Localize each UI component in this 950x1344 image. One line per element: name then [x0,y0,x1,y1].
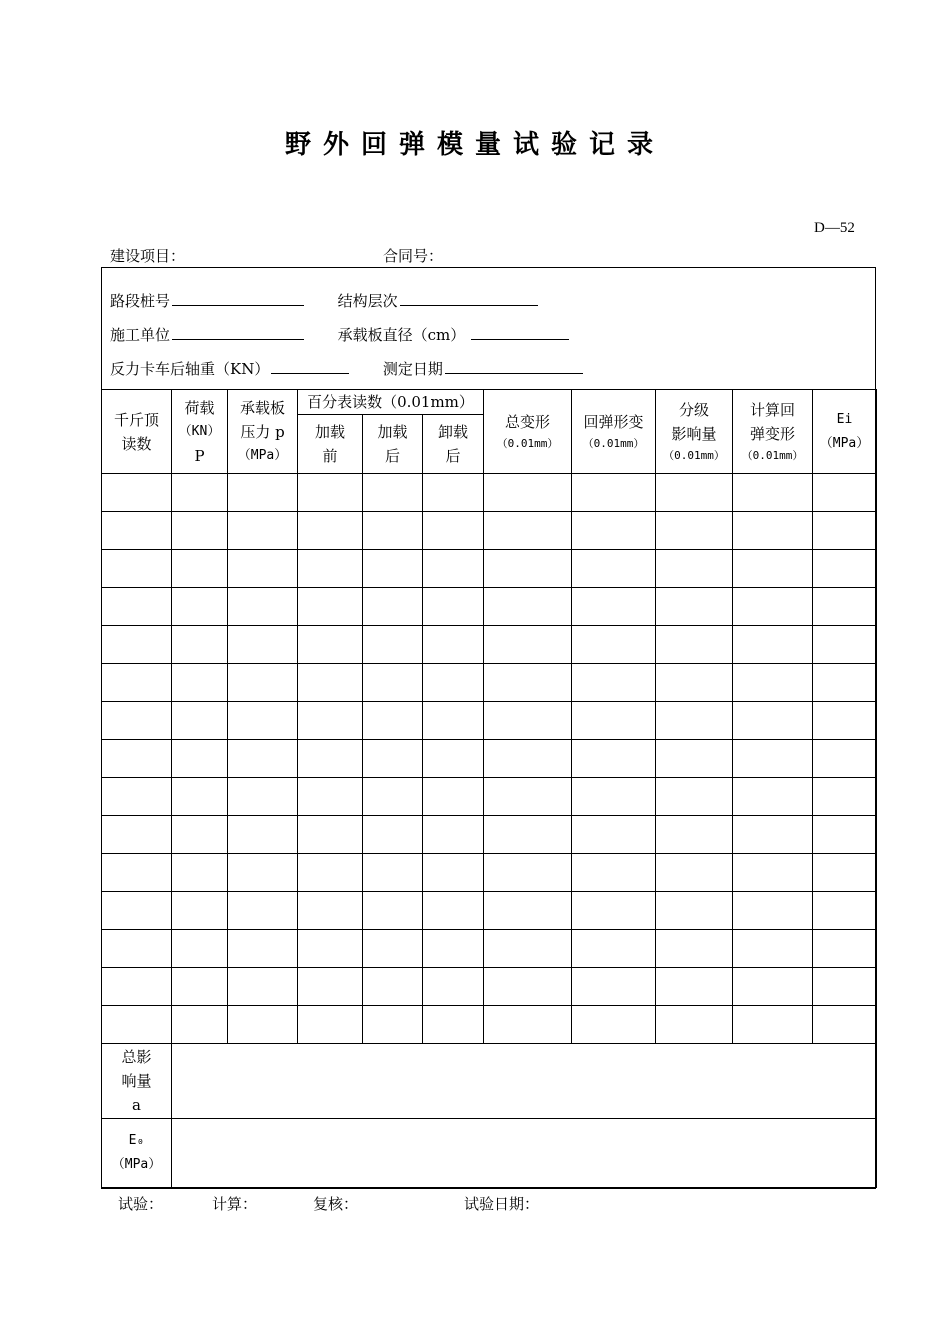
table-cell[interactable] [656,968,733,1006]
table-cell[interactable] [298,664,363,702]
table-cell[interactable] [102,588,172,626]
info-row-1 [110,290,538,311]
table-cell[interactable] [572,854,656,892]
table-cell[interactable] [423,816,484,854]
table-cell[interactable] [484,892,572,930]
table-cell[interactable] [423,702,484,740]
table-cell[interactable] [733,930,813,968]
table-cell[interactable] [228,816,298,854]
table-cell[interactable] [423,740,484,778]
table-cell[interactable] [813,550,877,588]
table-cell[interactable] [102,816,172,854]
table-cell[interactable] [363,854,423,892]
table-cell[interactable] [363,702,423,740]
info-row-3 [110,358,583,379]
table-cell[interactable] [656,512,733,550]
table-cell[interactable] [813,968,877,1006]
table-cell[interactable] [572,778,656,816]
table-cell[interactable] [813,588,877,626]
table-cell[interactable] [572,740,656,778]
footer-calc-label: 计算： [212,1195,258,1213]
table-cell[interactable] [363,816,423,854]
table-row [102,664,877,702]
table-cell[interactable] [423,1006,484,1044]
table-cell[interactable] [733,626,813,664]
record-table [101,389,877,1188]
table-cell[interactable] [172,740,228,778]
header-plate-pressure: 承载板 压力 p （MPa） [228,390,298,474]
table-cell[interactable] [298,588,363,626]
table-cell[interactable] [298,702,363,740]
table-row [102,512,877,550]
layer-label: 结构层次 [337,292,398,310]
table-cell[interactable] [423,778,484,816]
table-cell[interactable] [298,740,363,778]
table-cell[interactable] [172,816,228,854]
table-cell[interactable] [733,512,813,550]
table-cell[interactable] [484,664,572,702]
footer-review-label: 复核： [313,1195,359,1213]
table-cell[interactable] [363,474,423,512]
table-cell[interactable] [733,550,813,588]
table-cell[interactable] [572,588,656,626]
table-cell[interactable] [102,702,172,740]
table-cell[interactable] [298,512,363,550]
table-cell[interactable] [172,474,228,512]
table-cell[interactable] [102,512,172,550]
table-cell[interactable] [423,626,484,664]
table-cell[interactable] [298,550,363,588]
table-cell[interactable] [102,892,172,930]
header-dial-before-load: 加载 前 [298,415,363,474]
project-label: 建设项目： [110,247,186,265]
footer-test-date-label: 试验日期： [464,1195,540,1213]
table-row [102,550,877,588]
table-cell[interactable] [363,664,423,702]
table-cell[interactable] [484,778,572,816]
table-cell[interactable] [733,664,813,702]
table-cell[interactable] [172,664,228,702]
table-cell[interactable] [423,474,484,512]
table-row [102,702,877,740]
table-cell[interactable] [733,778,813,816]
table-cell[interactable] [484,474,572,512]
table-cell[interactable] [172,1006,228,1044]
table-cell[interactable] [572,664,656,702]
table-cell[interactable] [813,854,877,892]
table-cell[interactable] [298,778,363,816]
table-cell[interactable] [733,968,813,1006]
table-cell[interactable] [102,854,172,892]
table-cell[interactable] [656,854,733,892]
table-cell[interactable] [102,1006,172,1044]
table-cell[interactable] [172,854,228,892]
table-cell[interactable] [484,702,572,740]
table-cell[interactable] [423,664,484,702]
table-cell[interactable] [813,702,877,740]
unit-field[interactable] [172,325,304,340]
table-row [102,854,877,892]
table-cell[interactable] [733,474,813,512]
unit-label: 施工单位 [110,326,171,344]
header-load: 荷载 （KN） P [172,390,228,474]
table-cell[interactable] [656,778,733,816]
table-cell[interactable] [484,968,572,1006]
e0-cell[interactable] [172,1119,877,1188]
table-cell[interactable] [228,854,298,892]
table-cell[interactable] [733,740,813,778]
header-dial-after-unload: 卸载 后 [423,415,484,474]
table-cell[interactable] [363,778,423,816]
table-cell[interactable] [733,892,813,930]
table-cell[interactable] [102,968,172,1006]
table-row [102,474,877,512]
table-cell[interactable] [656,550,733,588]
header-dial-group: 百分表读数（0.01mm） [298,390,484,415]
header-ei: Ei （MPa） [813,390,877,474]
table-cell[interactable] [363,512,423,550]
table-cell[interactable] [228,778,298,816]
table-cell[interactable] [656,702,733,740]
table-cell[interactable] [484,588,572,626]
table-cell[interactable] [298,474,363,512]
header-rebound-deformation: 回弹形变 （0.01mm） [572,390,656,474]
contract-label: 合同号： [383,247,444,265]
table-cell[interactable] [656,664,733,702]
table-cell[interactable] [656,588,733,626]
table-cell[interactable] [656,892,733,930]
table-row [102,892,877,930]
plate-diameter-field[interactable] [471,325,569,340]
table-cell[interactable] [228,626,298,664]
table-cell[interactable] [298,968,363,1006]
table-cell[interactable] [228,550,298,588]
table-cell[interactable] [484,740,572,778]
table-cell[interactable] [484,930,572,968]
table-cell[interactable] [423,968,484,1006]
table-cell[interactable] [484,626,572,664]
table-cell[interactable] [733,816,813,854]
table-cell[interactable] [172,968,228,1006]
table-cell[interactable] [572,474,656,512]
table-row [102,740,877,778]
table-cell[interactable] [172,892,228,930]
station-field[interactable] [172,291,304,306]
table-cell[interactable] [172,550,228,588]
table-cell[interactable] [733,1006,813,1044]
table-cell[interactable] [228,1006,298,1044]
table-cell[interactable] [423,930,484,968]
table-cell[interactable] [813,474,877,512]
table-cell[interactable] [298,626,363,664]
table-cell[interactable] [228,512,298,550]
axle-weight-field[interactable] [271,359,349,374]
table-cell[interactable] [572,892,656,930]
table-cell[interactable] [572,816,656,854]
table-cell[interactable] [484,816,572,854]
table-cell[interactable] [102,740,172,778]
table-cell[interactable] [572,1006,656,1044]
header-dial-after-load: 加载 后 [363,415,423,474]
table-cell[interactable] [423,512,484,550]
table-cell[interactable] [656,816,733,854]
table-cell[interactable] [298,1006,363,1044]
table-cell[interactable] [733,588,813,626]
table-cell[interactable] [228,664,298,702]
table-cell[interactable] [172,930,228,968]
table-cell[interactable] [102,664,172,702]
axle-weight-label: 反力卡车后轴重（KN） [110,360,270,378]
table-cell[interactable] [298,892,363,930]
table-cell[interactable] [228,474,298,512]
test-date-field[interactable] [445,359,583,374]
table-cell[interactable] [813,778,877,816]
total-influence-cell[interactable] [172,1044,877,1119]
plate-diameter-label: 承载板直径（cm） [337,326,466,344]
table-cell[interactable] [102,550,172,588]
table-cell[interactable] [813,664,877,702]
table-cell[interactable] [172,588,228,626]
table-cell[interactable] [656,1006,733,1044]
table-cell[interactable] [813,740,877,778]
table-cell[interactable] [423,588,484,626]
info-row-2 [110,324,569,345]
table-cell[interactable] [423,550,484,588]
table-cell[interactable] [298,854,363,892]
table-cell[interactable] [363,740,423,778]
table-cell[interactable] [813,816,877,854]
table-cell[interactable] [484,512,572,550]
table-row [102,1006,877,1044]
form-code: D—52 [814,220,855,236]
table-row [102,816,877,854]
e0-label: E₀ （MPa） [102,1119,172,1188]
table-cell[interactable] [572,550,656,588]
table-cell[interactable] [363,930,423,968]
table-cell[interactable] [813,930,877,968]
header-influence: 分级 影响量 （0.01mm） [656,390,733,474]
table-cell[interactable] [656,740,733,778]
header-calc-rebound: 计算回 弹变形 （0.01mm） [733,390,813,474]
footer-test-label: 试验： [118,1195,164,1213]
table-cell[interactable] [572,512,656,550]
table-cell[interactable] [733,702,813,740]
table-cell[interactable] [172,626,228,664]
table-cell[interactable] [172,778,228,816]
table-row [102,930,877,968]
station-label: 路段桩号 [110,292,171,310]
table-cell[interactable] [228,968,298,1006]
table-cell[interactable] [423,892,484,930]
table-row [102,588,877,626]
table-cell[interactable] [813,892,877,930]
table-row [102,626,877,664]
table-cell[interactable] [102,626,172,664]
table-cell[interactable] [813,626,877,664]
table-cell[interactable] [813,1006,877,1044]
test-date-label: 测定日期 [382,360,443,378]
table-cell[interactable] [228,588,298,626]
table-cell[interactable] [656,930,733,968]
page-title: 野外回弹模量试验记录 [284,130,665,160]
table-cell[interactable] [572,968,656,1006]
table-cell[interactable] [228,930,298,968]
table-cell[interactable] [484,550,572,588]
table-cell[interactable] [656,474,733,512]
table-cell[interactable] [733,854,813,892]
table-cell[interactable] [228,892,298,930]
table-cell[interactable] [363,1006,423,1044]
table-cell[interactable] [298,930,363,968]
layer-field[interactable] [400,291,538,306]
table-cell[interactable] [228,740,298,778]
table-cell[interactable] [363,892,423,930]
table-cell[interactable] [172,702,228,740]
total-influence-label: 总影 响量 a [102,1044,172,1119]
table-cell[interactable] [228,702,298,740]
table-cell[interactable] [363,968,423,1006]
table-cell[interactable] [813,512,877,550]
table-cell[interactable] [102,474,172,512]
table-row [102,968,877,1006]
table-cell[interactable] [572,626,656,664]
table-cell[interactable] [363,588,423,626]
table-row [102,778,877,816]
table-cell[interactable] [363,550,423,588]
header-total-deformation: 总变形 （0.01mm） [484,390,572,474]
table-cell[interactable] [298,816,363,854]
table-cell[interactable] [484,854,572,892]
table-cell[interactable] [484,1006,572,1044]
table-cell[interactable] [363,626,423,664]
table-cell[interactable] [423,854,484,892]
header-jack-reading: 千斤顶 读数 [102,390,172,474]
table-cell[interactable] [572,702,656,740]
table-cell[interactable] [656,626,733,664]
table-cell[interactable] [102,778,172,816]
table-cell[interactable] [172,512,228,550]
table-cell[interactable] [102,930,172,968]
table-cell[interactable] [572,930,656,968]
